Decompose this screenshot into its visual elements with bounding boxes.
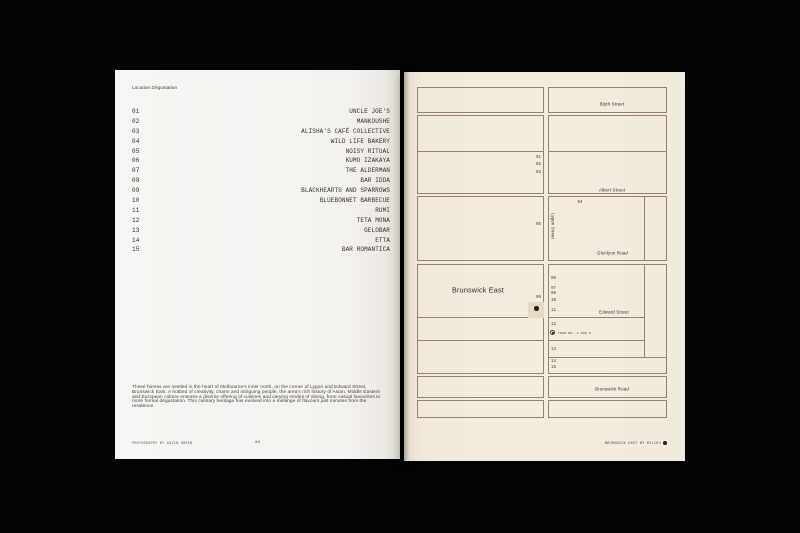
- map-grid-line: [548, 357, 667, 358]
- list-item: [132, 127, 390, 137]
- list-item-number: 14: [132, 236, 140, 244]
- left-page: [115, 70, 400, 459]
- map-grid-line: [417, 193, 544, 194]
- map-grid-line: [548, 264, 667, 265]
- map-grid-line: [644, 196, 645, 261]
- tram-route-note: TRAM NO. 1 AND 6: [558, 330, 591, 335]
- map-grid-line: [548, 112, 667, 113]
- list-item-number: 11: [132, 206, 140, 214]
- map-grid-line: [644, 264, 645, 358]
- list-item-name: BAR IDDA: [360, 177, 390, 185]
- map-grid-line: [548, 400, 667, 401]
- list-item: [132, 117, 390, 127]
- list-item-name: TETA MONA: [356, 216, 390, 224]
- map-grid-line: [548, 397, 667, 398]
- map-grid-line: [417, 115, 418, 194]
- map-grid-line: [548, 417, 667, 418]
- photography-credit: PHOTOGRAPHY BY GAVIN GREEN: [132, 441, 193, 445]
- map-grid-line: [417, 417, 544, 418]
- map-grid-line: [417, 317, 544, 318]
- map-grid-line: [417, 87, 544, 88]
- map-grid-line: [548, 115, 667, 116]
- map-grid-line: [417, 400, 544, 401]
- map-grid-line: [666, 400, 667, 418]
- map-grid-line: [543, 196, 544, 261]
- footer-title: BRUNSWICK EAST BY MILIEU: [605, 441, 661, 445]
- list-item-name: MANKOUSHE: [356, 117, 390, 125]
- list-item-number: 05: [132, 147, 140, 155]
- street-label-lygon: Lygon Street: [550, 213, 556, 240]
- list-item-number: 06: [132, 157, 140, 165]
- map-grid-line: [543, 400, 544, 418]
- map-grid-line: [543, 87, 544, 113]
- list-item-name: WILD LIFE BAKERY: [330, 137, 390, 145]
- map-grid-line: [417, 397, 544, 398]
- map-grid-line: [548, 87, 549, 113]
- list-item: [132, 245, 390, 255]
- list-item-number: 01: [132, 108, 140, 115]
- list-item-number: 07: [132, 167, 140, 175]
- map-grid-line: [543, 376, 544, 398]
- list-item-name: GELOBAR: [364, 226, 390, 234]
- list-item: [132, 196, 390, 206]
- list-item-number: 08: [132, 177, 140, 185]
- map-marker-01: 01: [535, 156, 541, 160]
- residence-location-dot: [534, 306, 539, 311]
- map-grid-line: [548, 376, 549, 398]
- map-grid-line: [666, 264, 667, 374]
- map-grid-line: [543, 264, 544, 374]
- list-item-number: 09: [132, 187, 140, 195]
- map-grid-line: [548, 260, 667, 261]
- list-item-number: 13: [132, 226, 140, 234]
- map-marker-07: 07: [551, 286, 557, 291]
- map-grid-line: [417, 376, 544, 377]
- street-label-edward: Edward Street: [599, 309, 629, 315]
- map-grid-line: [548, 317, 645, 318]
- list-item-number: 04: [132, 137, 140, 145]
- map-grid-line: [548, 87, 667, 88]
- right-page: [404, 72, 685, 461]
- list-item-name: NOISY RITUAL: [345, 147, 390, 155]
- map-marker-10: 10: [551, 298, 557, 303]
- street-label-glenlyon: Glenlyon Road: [597, 250, 628, 255]
- list-item: [132, 166, 390, 176]
- list-item-number: 02: [132, 117, 140, 125]
- map-grid-line: [417, 264, 418, 374]
- list-item-name: BAR ROMANTICA: [341, 246, 390, 254]
- list-item-name: KUMO IZAKAYA: [345, 157, 390, 165]
- list-item: [132, 107, 390, 117]
- right-footer: [605, 441, 667, 445]
- map-marker-15: 15: [551, 366, 557, 370]
- map-marker-09: 09: [535, 295, 541, 300]
- map-grid-line: [548, 264, 549, 374]
- page-title: Location Dégustation: [132, 85, 178, 90]
- map-grid-line: [666, 115, 667, 194]
- map-grid-line: [543, 115, 544, 194]
- intro-paragraph: These homes are nestled in the heart of Melbourne's inner north, on the corner of Lygon and Edward Street, Brunswick East. A hotbed of creativity, charm and intriguing people, the area's rich history of Asian, Middle Eastern and European culture ensures a diverse offering of cuisines and varying modes of dining, from casual favourites to more formal dégustation. This culinary heritage has evolved into a mélange of flavours just minutes from the residence.: [132, 385, 381, 410]
- list-item-name: BLUEBONNET BARBECUE: [319, 197, 390, 205]
- map-marker-08: 08: [551, 291, 557, 296]
- list-item-name: THE ALDERMAN: [345, 167, 390, 175]
- map-grid-line: [417, 196, 544, 197]
- map-grid-line: [417, 196, 418, 261]
- list-item-name: RUMI: [375, 206, 390, 214]
- list-item: [132, 236, 390, 246]
- page-number: 04: [255, 440, 260, 445]
- list-item: [132, 186, 390, 196]
- list-item-number: 03: [132, 127, 140, 135]
- map-marker-13: 13: [551, 347, 557, 352]
- street-label-brunswick-road: Brunswick Road: [595, 386, 629, 391]
- list-item-name: BLACKHEARTS AND SPARROWS: [301, 187, 390, 195]
- street-label-blyth: Blyth Street: [599, 101, 625, 106]
- map-grid-line: [666, 87, 667, 113]
- map-grid-line: [417, 112, 544, 113]
- list-item: [132, 147, 390, 157]
- map-grid-line: [548, 193, 667, 194]
- map-grid-line: [548, 196, 667, 197]
- map-marker-03: 03: [535, 170, 541, 175]
- map-grid-line: [548, 115, 549, 194]
- map-grid-line: [666, 376, 667, 398]
- map-grid-line: [417, 87, 418, 113]
- footer-dot-icon: [663, 441, 667, 445]
- street-label-albert: Albert Street: [598, 187, 626, 193]
- map-grid-line: [417, 373, 544, 374]
- map-grid-line: [417, 376, 418, 398]
- map-grid-line: [417, 115, 544, 116]
- map-marker-11: 11: [551, 309, 557, 314]
- map-grid-line: [417, 400, 418, 418]
- map-grid-line: [417, 260, 544, 261]
- list-item-name: UNCLE JOE'S: [349, 108, 390, 115]
- list-item-name: ETTA: [375, 236, 390, 244]
- list-item: [132, 156, 390, 166]
- map-grid-line: [548, 400, 549, 418]
- list-item-name: ALISHA'S CAFÉ COLLECTIVE: [301, 127, 390, 135]
- map-grid-line: [548, 151, 667, 152]
- list-item-number: 10: [132, 197, 140, 205]
- map-grid-line: [548, 340, 645, 341]
- list-item: [132, 176, 390, 186]
- street-map: [417, 87, 667, 419]
- map-grid-line: [548, 196, 549, 261]
- map-marker-05: 05: [535, 223, 541, 227]
- map-marker-12: 12: [551, 323, 557, 327]
- list-item: [132, 226, 390, 236]
- map-marker-04: 04: [577, 200, 583, 205]
- map-grid-line: [548, 376, 667, 377]
- map-grid-line: [548, 373, 667, 374]
- map-marker-02: 02: [535, 163, 541, 168]
- map-grid-line: [666, 196, 667, 261]
- map-grid-line: [417, 340, 544, 341]
- list-item: [132, 216, 390, 226]
- map-marker-14: 14: [551, 359, 557, 364]
- map-grid-line: [417, 151, 544, 152]
- map-marker-06: 06: [551, 276, 557, 281]
- area-label-brunswick-east: Brunswick East: [452, 285, 504, 295]
- list-item: [132, 206, 390, 216]
- list-item-number: 12: [132, 216, 140, 224]
- map-grid-line: [417, 264, 544, 265]
- list-item-number: 15: [132, 246, 140, 254]
- tram-icon: [550, 330, 555, 335]
- list-item: [132, 137, 390, 147]
- location-list: [132, 107, 390, 255]
